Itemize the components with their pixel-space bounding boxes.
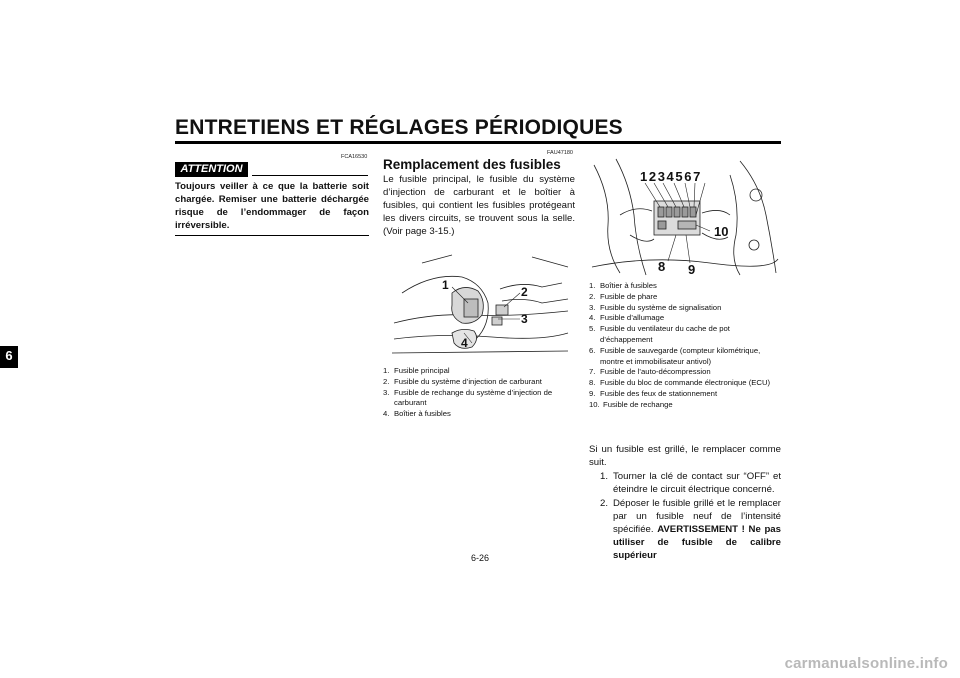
attention-text: Toujours veiller à ce que la batterie soit chargée. Remiser une batterie déchargée risque de l’endommager de façon irréversible. (175, 181, 369, 231)
page-number: 6-26 (470, 553, 489, 563)
procedure (589, 443, 781, 562)
caption-item: 9. Fusible des feux de stationnement (589, 388, 718, 398)
figure2-label-10: 10 (714, 224, 729, 239)
figure2-caption-list (589, 281, 783, 411)
caption-item: 3. Fusible de rechange du système d’injection de carburant (383, 387, 553, 408)
figure1-caption-list (383, 366, 577, 420)
caption-item: 2. Fusible du système d’injection de carburant (383, 376, 542, 386)
caption-item: 5. Fusible du ventilateur du cache de pot d’échappement (589, 324, 730, 344)
figure1-label-2: 2 (521, 285, 528, 299)
figure1-label-1: 1 (442, 278, 449, 292)
caption-item: 3. Fusible du système de signalisation (589, 302, 722, 312)
caption-item: 6. Fusible de sauvegarde (compteur kilométrique, montre et immobilisateur antivol) (589, 345, 761, 366)
procedure-step: 2. Déposer le fusible grillé et le remplacer par un fusible neuf de l’intensité spécifiée. AVERTISSEMENT ! Ne pas utiliser de fusible de calibre supérieur (599, 498, 781, 561)
attention-bottom-rule (175, 235, 369, 236)
caption-item: 1. Boîtier à fusibles (589, 281, 657, 290)
caption-item: 4. Fusible d’allumage (589, 313, 665, 323)
figure2-labels-row: 1234567 (640, 169, 702, 184)
figure2-label-9: 9 (688, 262, 696, 277)
procedure-intro: Si un fusible est grillé, le remplacer comme suit. (589, 444, 781, 468)
section-code: FAU47180 (547, 150, 573, 156)
caption-item: 4. Boîtier à fusibles (383, 409, 451, 419)
attention-code: FCA16530 (341, 154, 368, 160)
caption-item: 1. Fusible principal (383, 366, 450, 375)
attention-line (252, 175, 368, 176)
fuse-location-illustration (392, 253, 570, 357)
figure1-label-3: 3 (521, 312, 528, 326)
chapter-number: 6 (5, 348, 13, 363)
caption-item: 2. Fusible de phare (589, 291, 658, 301)
watermark: carmanualsonline.info (784, 655, 948, 672)
caption-item: 7. Fusible de l’auto-décompression (589, 367, 711, 377)
attention-badge-label: ATTENTION (180, 163, 243, 175)
figure2-label-8: 8 (658, 259, 666, 274)
section-intro: Le fusible principal, le fusible du système d’injection de carburant et le boîtier à fusibles, qui contient les fusibles protégeant les divers circuits, se trouvent sous la selle. (Voir page 3-15.) (383, 174, 575, 237)
procedure-step: 1. Tourner la clé de contact sur “OFF” et éteindre le circuit électrique concerné. (599, 471, 781, 495)
caption-item: 8. Fusible du bloc de commande électronique (ECU) (589, 378, 771, 388)
warning-text: AVERTISSEMENT ! Ne pas utiliser de fusible de calibre supérieur (613, 524, 781, 561)
figure1-label-4: 4 (461, 336, 468, 350)
page-title: ENTRETIENS ET RÉGLAGES PÉRIODIQUES (175, 116, 623, 139)
section-title: Remplacement des fusibles (383, 157, 561, 172)
caption-item: 10. Fusible de rechange (589, 399, 673, 409)
title-rule (175, 141, 781, 144)
